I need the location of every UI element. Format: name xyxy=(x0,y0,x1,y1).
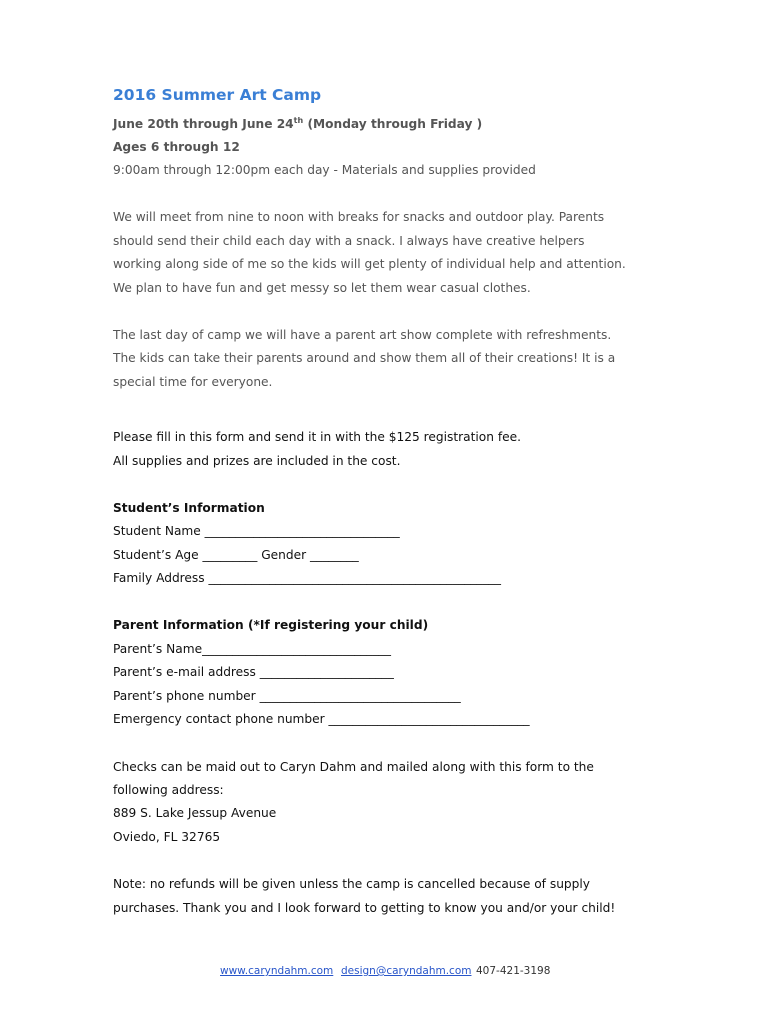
note-line: purchases. Thank you and I look forward to getting to know you and/or your child! xyxy=(113,901,616,915)
page-title: 2016 Summer Art Camp xyxy=(113,86,322,104)
family-address-field[interactable]: Family Address ________________________________________________ xyxy=(113,571,501,585)
paragraph-1-line: should send their child each day with a snack. I always have creative helpers xyxy=(113,234,585,248)
paragraph-1-line: We plan to have fun and get messy so let them wear casual clothes. xyxy=(113,281,531,295)
emergency-phone-field[interactable]: Emergency contact phone number _________________________________ xyxy=(113,712,530,726)
student-name-field[interactable]: Student Name ________________________________ xyxy=(113,524,400,538)
camp-dates-sup: th xyxy=(293,116,304,125)
instructions-line: Please fill in this form and send it in with the $125 registration fee. xyxy=(113,430,521,444)
checks-line: following address: xyxy=(113,783,224,797)
paragraph-2-line: The last day of camp we will have a parent art show complete with refreshments. xyxy=(113,328,612,342)
mailing-street: 889 S. Lake Jessup Avenue xyxy=(113,806,277,820)
camp-time: 9:00am through 12:00pm each day - Materials and supplies provided xyxy=(113,163,536,177)
instructions-line: All supplies and prizes are included in the cost. xyxy=(113,454,401,468)
parent-name-field[interactable]: Parent’s Name_______________________________ xyxy=(113,642,391,656)
paragraph-2-line: The kids can take their parents around and show them all of their creations! It is a xyxy=(113,351,616,365)
website-link[interactable]: www.caryndahm.com xyxy=(220,965,334,977)
camp-dates xyxy=(113,116,482,132)
parent-email-field[interactable]: Parent’s e-mail address ______________________ xyxy=(113,665,394,679)
mailing-city: Oviedo, FL 32765 xyxy=(113,830,221,844)
email-link[interactable]: design@caryndahm.com xyxy=(341,965,472,977)
student-info-heading: Student’s Information xyxy=(113,501,265,515)
paragraph-1-line: We will meet from nine to noon with breaks for snacks and outdoor play. Parents xyxy=(113,210,605,224)
paragraph-2-line: special time for everyone. xyxy=(113,375,273,389)
camp-dates-tail: (Monday through Friday ) xyxy=(303,117,483,131)
footer-phone: 407-421-3198 xyxy=(476,965,551,977)
student-age-gender-field[interactable]: Student’s Age _________ Gender ________ xyxy=(113,548,359,562)
checks-line: Checks can be maid out to Caryn Dahm and mailed along with this form to the xyxy=(113,760,594,774)
parent-info-heading: Parent Information (*If registering your child) xyxy=(113,618,429,632)
camp-ages: Ages 6 through 12 xyxy=(113,140,240,154)
parent-phone-field[interactable]: Parent’s phone number _________________________________ xyxy=(113,689,461,703)
note-line: Note: no refunds will be given unless the camp is cancelled because of supply xyxy=(113,877,590,891)
paragraph-1-line: working along side of me so the kids will get plenty of individual help and attention. xyxy=(113,257,626,271)
camp-dates-main: June 20th through June 24 xyxy=(113,117,294,131)
